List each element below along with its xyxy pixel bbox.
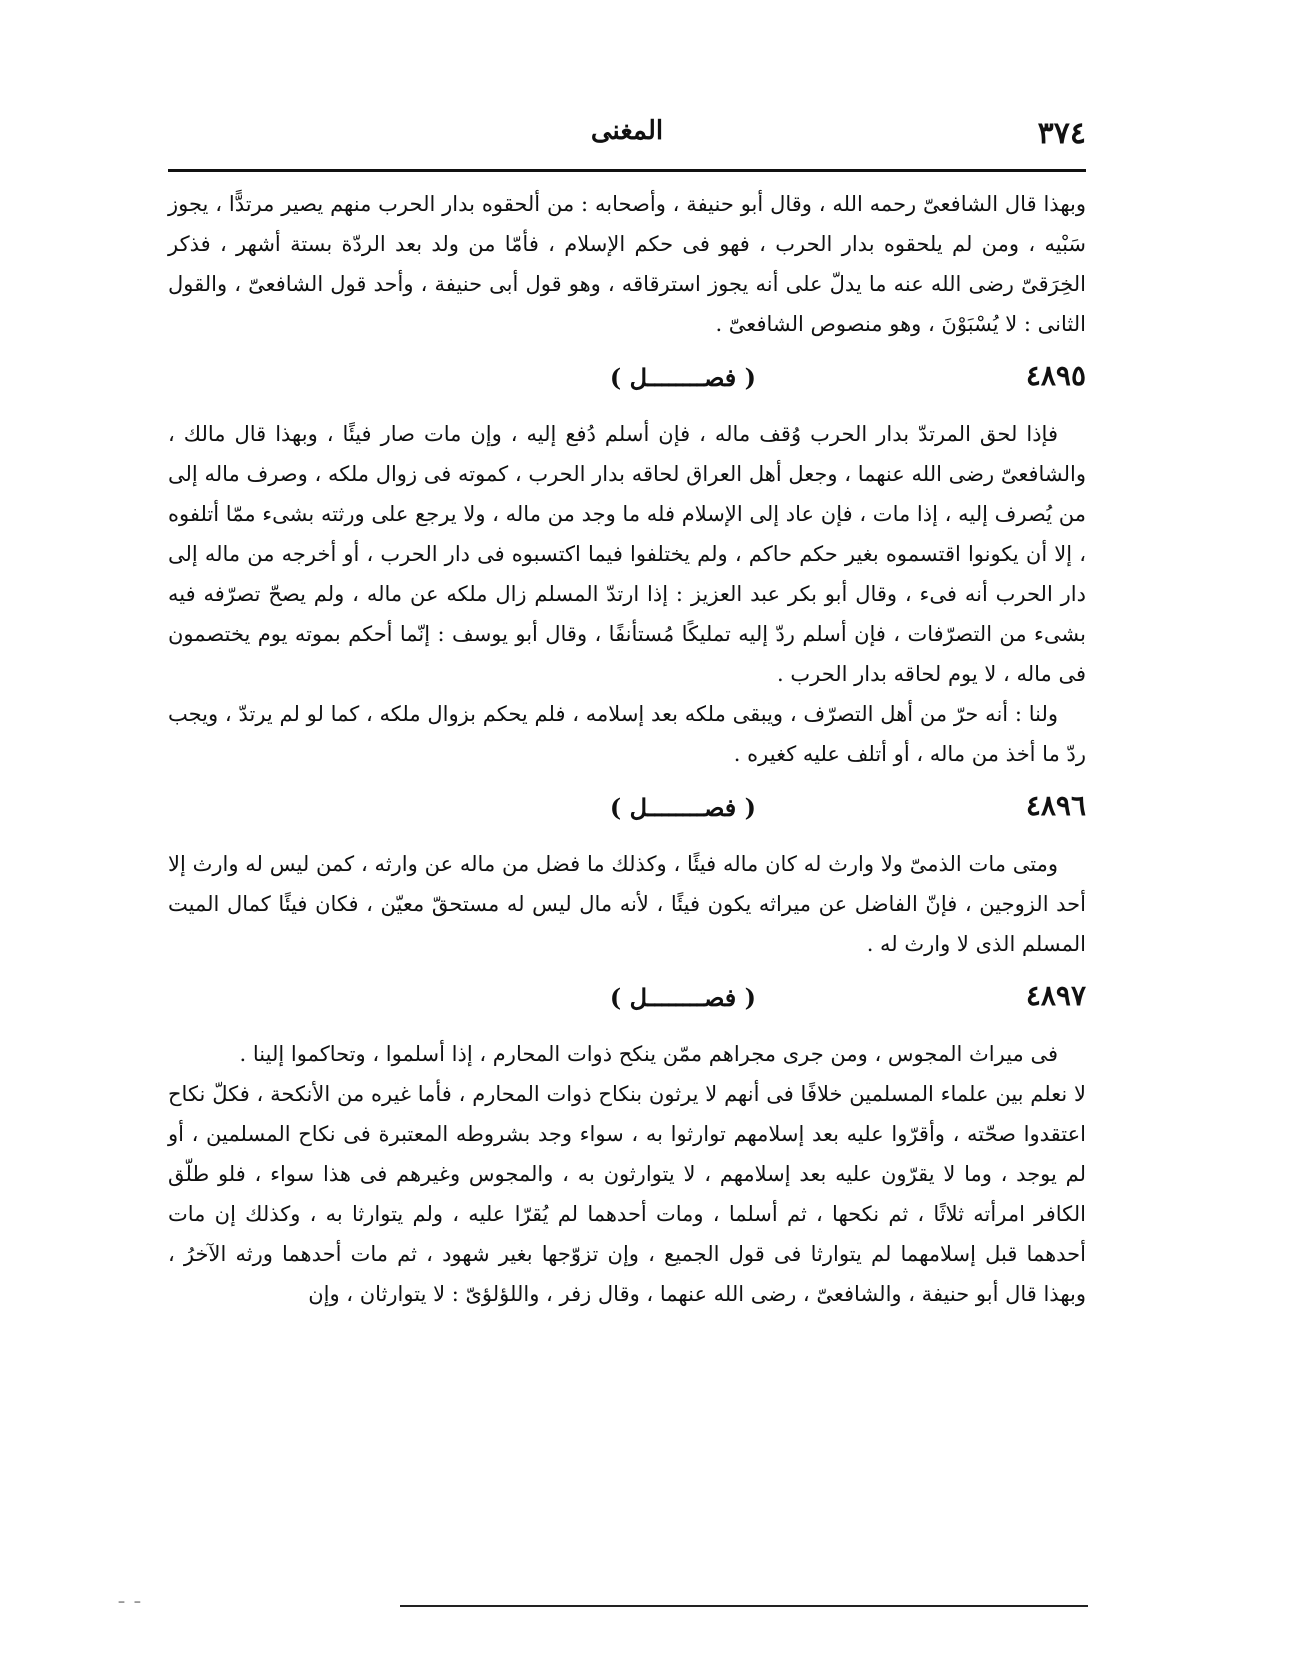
section-number: ٤٨٩٦ (1025, 789, 1086, 822)
section-paragraph: فى ميراث المجوس ، ومن جرى مجراهم ممّن ينكح ذوات المحارم ، إذا أسلموا ، وتحاكموا إلينا . (239, 1042, 1058, 1066)
section-paragraph: ولنا : أنه حرّ من أهل التصرّف ، ويبقى ملكه بعد إسلامه ، فلم يحكم بزوال ملكه ، كما لو لم يرتدّ ، ويجب ردّ ما أخذ من ماله ، أو أتلف عليه كغيره . (168, 702, 1086, 766)
section-label: ( فصــــــــل ) (609, 363, 756, 392)
page-body (168, 184, 1086, 1314)
footer-mark: – – (118, 1594, 141, 1610)
section-heading-4895 (168, 354, 1086, 406)
page-header (168, 108, 1086, 164)
section-paragraph: ومتى مات الذمىّ ولا وارث له كان ماله فيئًا ، وكذلك ما فضل من ماله عن وارثه ، كمن ليس له وارث إلا أحد الزوجين ، فإنّ الفاضل عن ميراثه يكون فيئًا ، لأنه مال ليس له مستحقّ معيّن ، فكان فيئًا كمال الميت المسلم الذى لا وارث له . (168, 852, 1086, 956)
section-label: ( فصــــــــل ) (609, 983, 756, 1012)
intro-paragraph: وبهذا قال الشافعىّ رحمه الله ، وقال أبو حنيفة ، وأصحابه : من ألحقوه بدار الحرب منهم يصير مرتدًّا ، يجوز سَبْيه ، ومن لم يلحقوه بدار الحرب ، فهو فى حكم الإسلام ، فأمّا من ولد بعد الردّة بستة أشهر ، فذكر الخِرَقىّ رضى الله عنه ما يدلّ على أنه يجوز استرقاقه ، وهو قول أبى حنيفة ، وأحد قول الشافعىّ ، والقول الثانى : لا يُسْبَوْنَ ، وهو منصوص الشافعىّ . (168, 192, 1086, 336)
section-label: ( فصــــــــل ) (609, 793, 756, 822)
footer-rule (400, 1605, 1088, 1607)
section-heading-4896 (168, 784, 1086, 836)
section-number: ٤٨٩٥ (1025, 359, 1086, 392)
section-paragraph: لا نعلم بين علماء المسلمين خلافًا فى أنهم لا يرثون بنكاح ذوات المحارم ، فأما غيره من الأنكحة ، فكلّ نكاح اعتقدوا صحّته ، وأقرّوا عليه بعد إسلامهم توارثوا به ، سواء وجد بشروطه المعتبرة فى نكاح المسلمين ، أو لم يوجد ، وما لا يقرّون عليه بعد إسلامهم ، لا يتوارثون به ، والمجوس وغيرهم فى هذا سواء ، فلو طلّق الكافر امرأته ثلاثًا ، ثم نكحها ، ثم أسلما ، ومات أحدهما لم يُقرّا عليه ، ولم يتوارثا به ، وكذلك إن مات أحدهما قبل إسلامهما لم يتوارثا فى قول الجميع ، وإن تزوّجها بغير شهود ، ثم مات أحدهما ورثه الآخرُ ، وبهذا قال أبو حنيفة ، والشافعىّ ، رضى الله عنهما ، وقال زفر ، واللؤلؤىّ : لا يتوارثان ، وإن (168, 1082, 1086, 1306)
section-heading-4897 (168, 974, 1086, 1026)
page-number: ٣٧٤ (1037, 116, 1086, 151)
header-rule (168, 169, 1086, 172)
section-number: ٤٨٩٧ (1025, 979, 1086, 1012)
section-paragraph: فإذا لحق المرتدّ بدار الحرب وُقف ماله ، فإن أسلم دُفع إليه ، وإن مات صار فيئًا ، وبهذا قال مالك ، والشافعىّ رضى الله عنهما ، وجعل أهل العراق لحاقه بدار الحرب ، كموته فى زوال ملكه ، وصرف ماله إلى من يُصرف إليه ، إذا مات ، فإن عاد إلى الإسلام فله ما وجد من ماله ، ولا يرجع على ورثته بشىء ممّا أتلفوه ، إلا أن يكونوا اقتسموه بغير حكم حاكم ، ولم يختلفوا فيما اكتسبوه فى دار الحرب ، أو أخرجه من ماله إلى دار الحرب أنه فىء ، وقال أبو بكر عبد العزيز : إذا ارتدّ المسلم زال ملكه عن ماله ، ولم يصحّ تصرّفه فيه بشىء من التصرّفات ، فإن أسلم ردّ إليه تمليكًا مُستأنفًا ، وقال أبو يوسف : إنّما أحكم بموته يوم يختصمون فى ماله ، لا يوم لحاقه بدار الحرب . (168, 422, 1086, 686)
running-title: المغنى (590, 116, 664, 146)
